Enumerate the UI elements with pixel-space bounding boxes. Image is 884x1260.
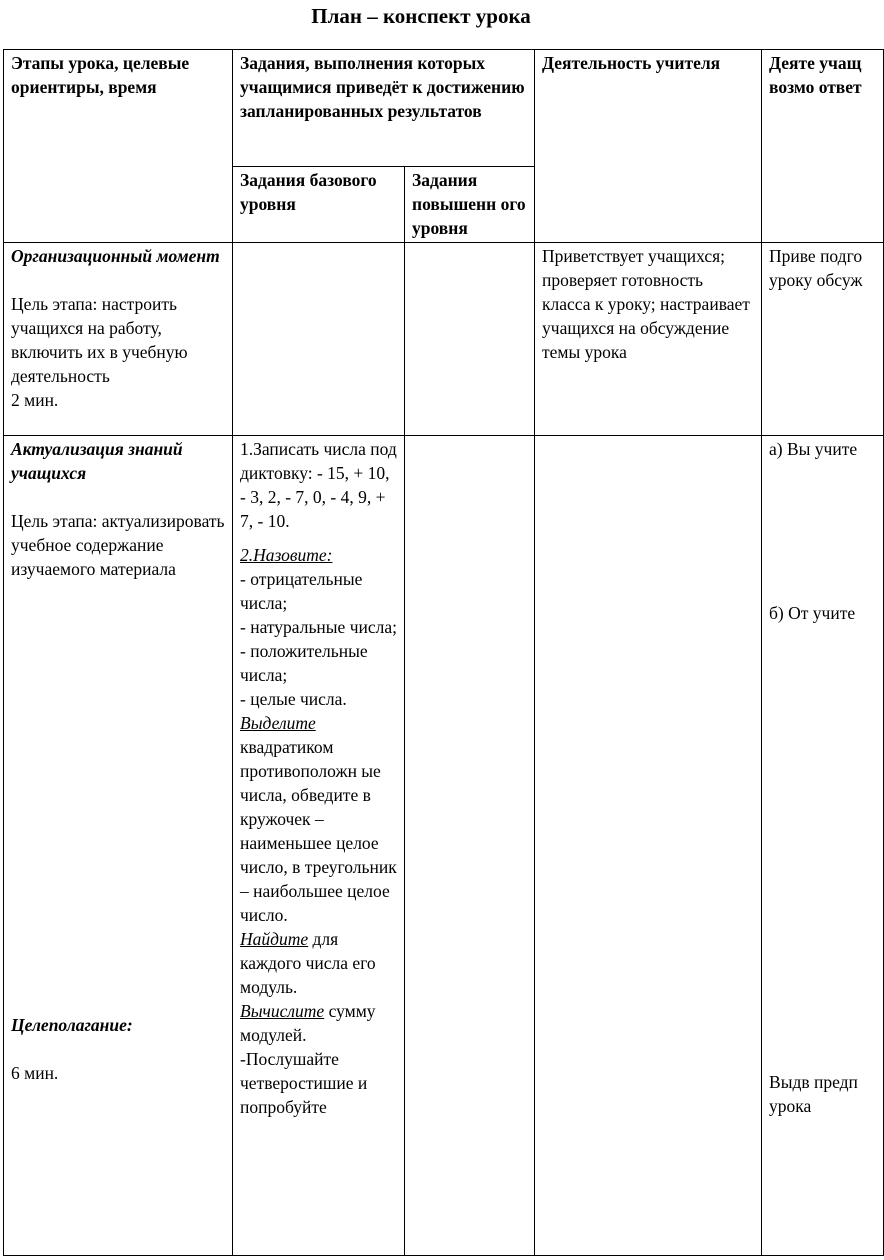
student-answer-a: а) Вы учите (769, 439, 858, 459)
teacher-activity-cell: Приветствует учащихся; проверяет готовность класса к уроку; настраивает учащихся на обсуждение темы урока (535, 243, 762, 436)
student-activity-cell (762, 436, 884, 1256)
student-activity-cell: Приве подго уроку обсуж (762, 243, 884, 436)
header-stages: Этапы урока, целевые ориентиры, время (4, 50, 233, 243)
task-listen: -Послушайте четверостишие и попробуйте (240, 1049, 368, 1117)
find-keyword: Найдите (240, 929, 309, 949)
calc-keyword: Вычислите (240, 1001, 325, 1021)
task-item: - положительные числа; (240, 641, 368, 685)
task-item: - отрицательные числа; (240, 569, 363, 613)
find-text: для каждого числа его модуль. (240, 929, 376, 997)
stage-goal: Цель этапа: настроить учащихся на работу, включить их в учебную деятельность (11, 294, 188, 386)
basic-task-cell (233, 436, 405, 1256)
header-advanced-tasks: Задания повышенн ого уровня (405, 167, 535, 243)
task-name-heading: 2.Назовите: (240, 545, 333, 565)
stage-cell-actualization (4, 436, 233, 1256)
task-calc (240, 999, 398, 1047)
stage-name: Организационный момент (11, 246, 220, 266)
task-item: - натуральные числа; (240, 617, 397, 637)
stage-cell-organizational (4, 243, 233, 436)
header-tasks: Задания, выполнения которых учащимися приведёт к достижению запланированных результатов (233, 50, 535, 167)
teacher-activity-cell (535, 436, 762, 1256)
advanced-task-cell (405, 243, 535, 436)
task-find (240, 927, 398, 999)
stage-time: 6 мин. (11, 1063, 59, 1083)
stage-time: 2 мин. (11, 390, 59, 410)
stage-goal: Цель этапа: актуализировать учебное содержание изучаемого материала (11, 511, 225, 579)
header-student-activity: Деяте учащ возмо ответ (762, 50, 884, 243)
basic-task-cell (233, 243, 405, 436)
select-text: квадратиком противоположн ые числа, обведите в кружочек – наименьшее целое число, в треугольник – наибольшее целое число. (240, 737, 397, 925)
lesson-plan-table (3, 49, 884, 1256)
task-select (240, 711, 398, 927)
header-basic-tasks: Задания базового уровня (233, 167, 405, 243)
goal-setting-label: Целеполагание: (11, 1015, 133, 1035)
page-title: План – конспект урока (311, 4, 531, 28)
task-dictation: 1.Записать числа под диктовку: - 15, + 10, - 3, 2, - 7, 0, - 4, 9, + 7, - 10. (240, 439, 397, 531)
header-teacher-activity: Деятельность учителя (535, 50, 762, 243)
advanced-task-cell (405, 436, 535, 1256)
task-item: - целые числа. (240, 689, 347, 709)
student-answer-c: Выдв предп урока (769, 1072, 858, 1116)
select-keyword: Выделите (240, 713, 316, 733)
calc-text: сумму модулей. (240, 1001, 376, 1045)
student-answer-b: б) От учите (769, 603, 856, 623)
stage-name: Актуализация знаний учащихся (11, 439, 183, 483)
